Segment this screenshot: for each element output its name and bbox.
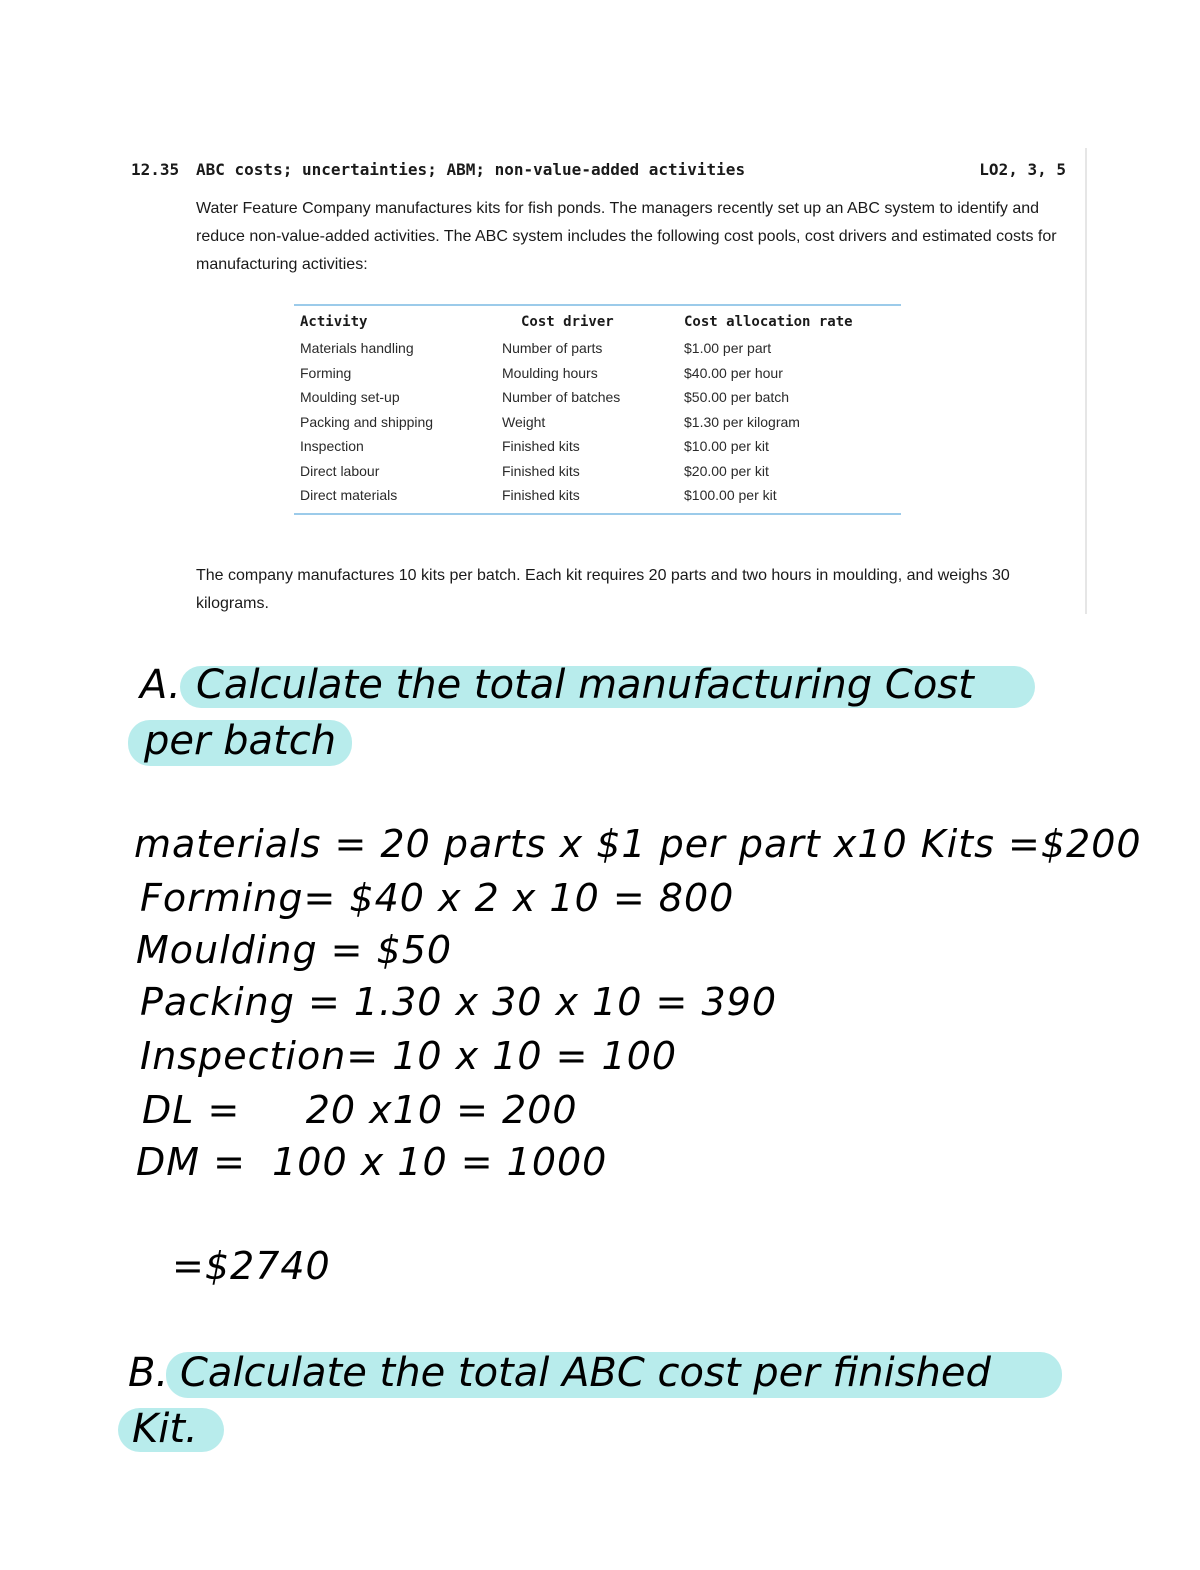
table-row [294, 438, 901, 463]
problem-title: ABC costs; uncertainties; ABM; non-value-added activities [196, 160, 746, 179]
calc-forming: Forming= $40 x 2 x 10 = 800 [140, 876, 735, 920]
table-row [294, 340, 901, 365]
cell-driver: Finished kits [502, 438, 580, 454]
header-cost-rate: Cost allocation rate [684, 314, 853, 330]
cell-activity: Direct labour [300, 462, 380, 479]
problem-footer: The company manufactures 10 kits per batch. Each kit requires 20 parts and two hours in moulding, and weighs 30 kilograms. [196, 567, 1010, 612]
learning-objectives: LO2, 3, 5 [979, 160, 1066, 179]
cell-activity: Materials handling [300, 340, 414, 356]
cell-activity: Forming [300, 364, 352, 381]
cell-driver: Moulding hours [502, 364, 598, 381]
problem-header [128, 160, 1066, 184]
problem-number: 12.35 [131, 160, 180, 179]
calc-direct-labour: DL = 20 x10 = 200 [142, 1088, 578, 1132]
cell-driver: Finished kits [502, 462, 580, 479]
calc-total: =$2740 [172, 1244, 331, 1288]
cell-rate: $20.00 per kit [684, 462, 769, 479]
cost-table [294, 304, 901, 515]
cell-rate: $40.00 per hour [684, 364, 783, 381]
cell-driver: Number of batches [502, 389, 621, 405]
table-row [294, 365, 901, 390]
calc-materials: materials = 20 parts x $1 per part x10 Kits =$200 [134, 822, 1142, 866]
table-row [294, 463, 901, 488]
problem-section [128, 148, 1087, 614]
cell-driver: Number of parts [502, 340, 603, 356]
table-row [294, 414, 901, 439]
table-row [294, 389, 901, 414]
cell-activity: Packing and shipping [300, 413, 434, 430]
cell-rate: $1.00 per part [684, 340, 772, 356]
cell-driver: Weight [502, 413, 546, 430]
question-b-line1: Calculate the total ABC cost per finished [180, 1350, 991, 1396]
question-a-line1: Calculate the total manufacturing Cost [196, 662, 974, 708]
question-b-line2: Kit. [132, 1406, 198, 1452]
cell-rate: $1.30 per kilogram [684, 413, 800, 430]
calc-moulding: Moulding = $50 [136, 928, 453, 972]
question-a-prefix: A. [140, 662, 181, 708]
calc-direct-materials: DM = 100 x 10 = 1000 [136, 1140, 608, 1184]
cell-rate: $10.00 per kit [684, 438, 769, 454]
header-cost-driver: Cost driver [521, 314, 614, 330]
calc-inspection: Inspection= 10 x 10 = 100 [140, 1034, 678, 1078]
question-a-line2: per batch [144, 718, 337, 764]
header-activity: Activity [300, 314, 368, 330]
question-b-prefix: B. [128, 1350, 169, 1396]
problem-intro: Water Feature Company manufactures kits for fish ponds. The managers recently set up an ABC system to identify and reduce non-value-added activities. The ABC system includes the following cost pools, cost drivers and estimated costs for manufacturing activities: [196, 200, 1057, 273]
table-body [294, 340, 901, 512]
table-row [294, 487, 901, 512]
cell-driver: Finished kits [502, 487, 580, 503]
calc-packing: Packing = 1.30 x 30 x 10 = 390 [140, 980, 777, 1024]
cell-rate: $50.00 per batch [684, 389, 790, 405]
cell-rate: $100.00 per kit [684, 487, 777, 503]
cell-activity: Direct materials [300, 487, 398, 503]
cell-activity: Inspection [300, 438, 364, 454]
cell-activity: Moulding set-up [300, 389, 400, 405]
